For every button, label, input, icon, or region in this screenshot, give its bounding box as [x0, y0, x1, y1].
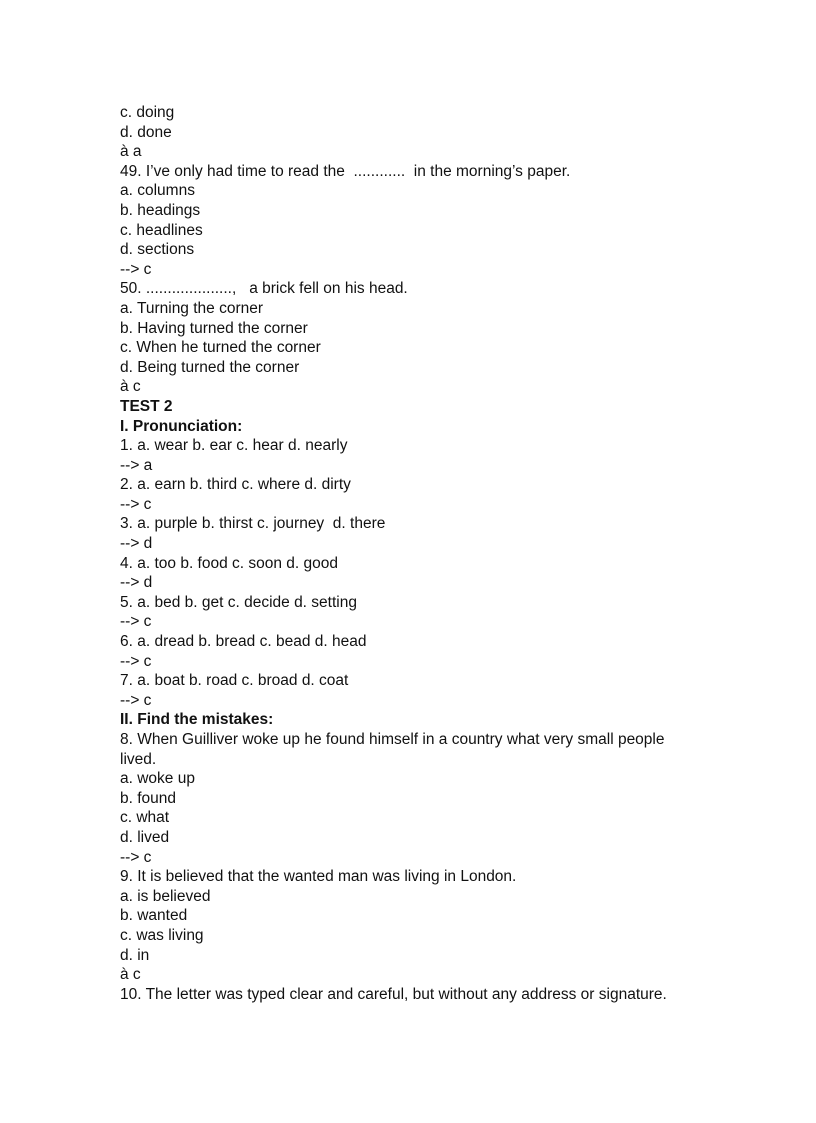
text-line: 50. ...................., a brick fell on his head.	[120, 280, 408, 298]
text-line: d. done	[120, 123, 172, 141]
text-line: d. Being turned the corner	[120, 358, 300, 376]
text-line: --> c	[120, 848, 152, 866]
text-line: c. headlines	[120, 221, 203, 239]
text-line: 8. When Guilliver woke up he found himself in a country what very small people lived.	[120, 731, 665, 768]
text-line: a. woke up	[120, 770, 195, 788]
text-line: --> c	[120, 691, 152, 709]
text-line: a. Turning the corner	[120, 299, 264, 317]
text-line: c. was living	[120, 926, 204, 944]
text-line: 4. a. too b. food c. soon d. good	[120, 554, 339, 572]
text-line: --> c	[120, 260, 152, 278]
text-line: 10. The letter was typed clear and careful, but without any address or signature.	[120, 985, 667, 1003]
text-line: 5. a. bed b. get c. decide d. setting	[120, 593, 357, 611]
text-line: a. is believed	[120, 887, 211, 905]
text-line: 3. a. purple b. thirst c. journey d. there	[120, 515, 386, 533]
text-line: b. wanted	[120, 907, 188, 925]
text-line: --> c	[120, 495, 152, 513]
text-line: b. Having turned the corner	[120, 319, 308, 337]
text-line: --> d	[120, 574, 153, 592]
text-line: --> c	[120, 613, 152, 631]
text-line: d. lived	[120, 828, 170, 846]
text-line: a. columns	[120, 182, 195, 200]
text-line: --> c	[120, 652, 152, 670]
section-heading: TEST 2	[120, 397, 173, 415]
text-line: 2. a. earn b. third c. where d. dirty	[120, 476, 351, 494]
document-page	[120, 103, 720, 1004]
text-line: à c	[120, 378, 141, 396]
text-line: à a	[120, 143, 142, 161]
text-line: --> a	[120, 456, 153, 474]
text-line: à c	[120, 966, 141, 984]
section-heading: II. Find the mistakes:	[120, 711, 274, 729]
text-line: 49. I’ve only had time to read the ............ in the morning’s paper.	[120, 162, 571, 180]
text-line: 7. a. boat b. road c. broad d. coat	[120, 672, 349, 690]
text-line: 9. It is believed that the wanted man was living in London.	[120, 868, 517, 886]
text-line: --> d	[120, 535, 153, 553]
text-line: c. what	[120, 809, 170, 827]
text-line: d. sections	[120, 241, 195, 259]
text-line: d. in	[120, 946, 150, 964]
text-line: 6. a. dread b. bread c. bead d. head	[120, 633, 367, 651]
text-line: c. When he turned the corner	[120, 339, 321, 357]
text-line: b. found	[120, 789, 177, 807]
section-heading: I. Pronunciation:	[120, 417, 243, 435]
text-line: 1. a. wear b. ear c. hear d. nearly	[120, 437, 348, 455]
text-line: b. headings	[120, 201, 201, 219]
text-line: c. doing	[120, 104, 175, 121]
